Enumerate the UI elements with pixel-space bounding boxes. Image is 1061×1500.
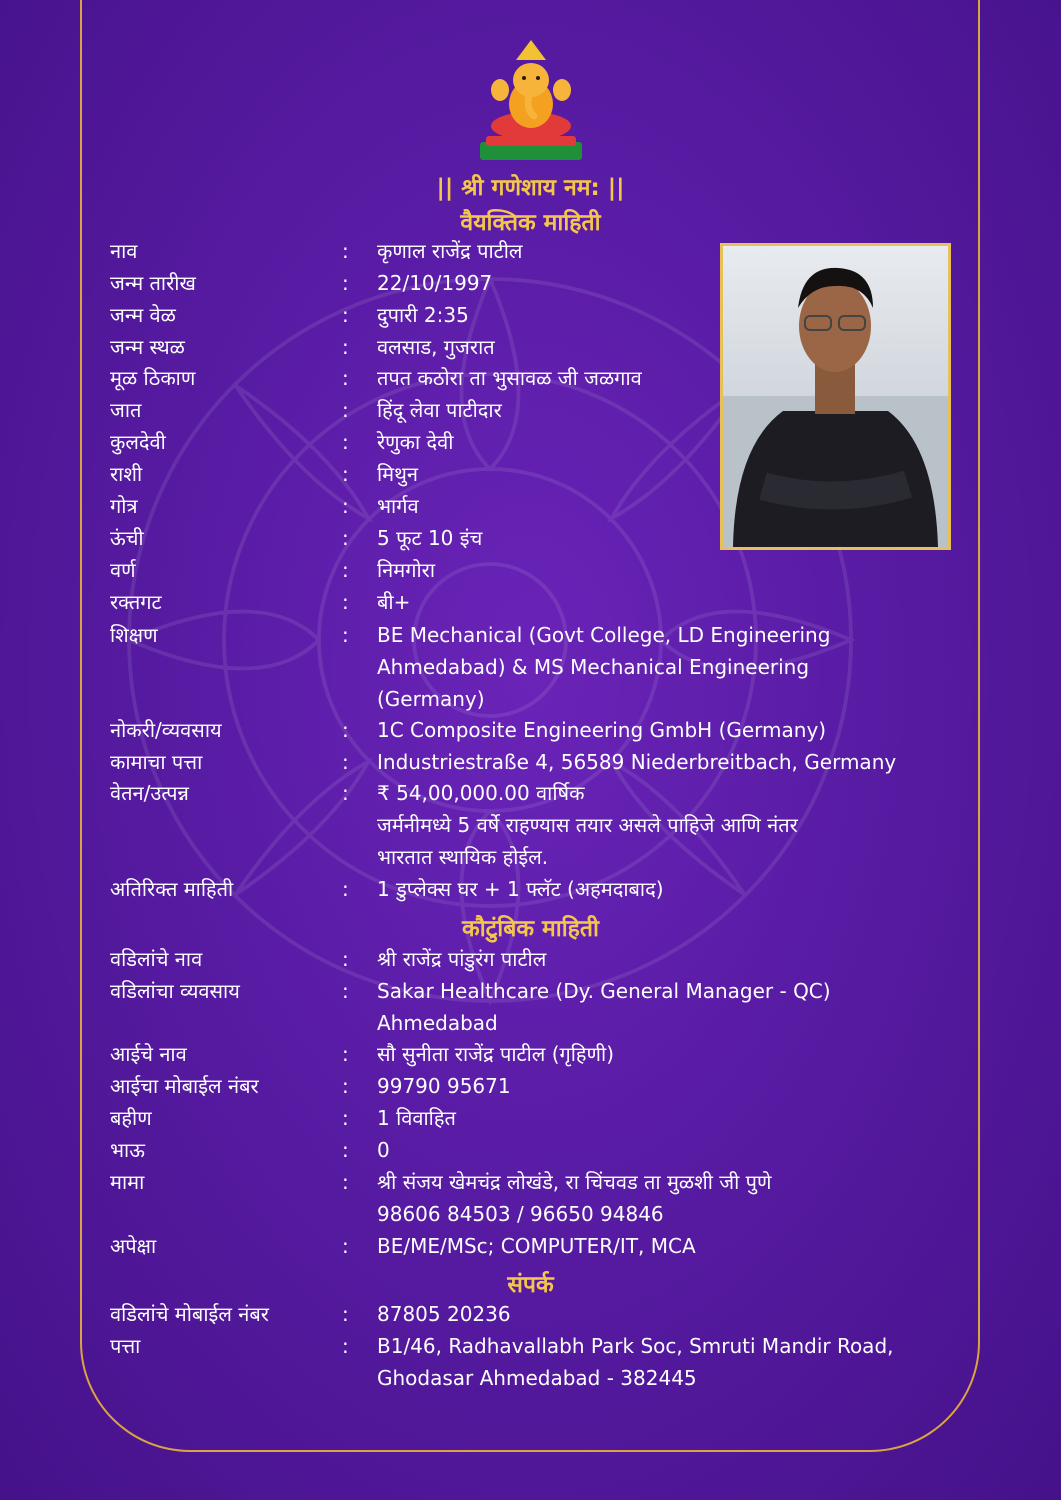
contact-section-title: संपर्क bbox=[507, 1272, 554, 1298]
family-section-title: कौटुंबिक माहिती bbox=[462, 916, 599, 942]
salary-note-line2: भारतात स्थायिक होईल. bbox=[377, 845, 549, 869]
ganesha-icon bbox=[472, 38, 590, 166]
person-photo-icon bbox=[723, 246, 948, 547]
invocation-heading: || श्री गणेशाय नम: || bbox=[436, 175, 625, 201]
salary-note-line1: जर्मनीमध्ये 5 वर्षे राहण्यास तयार असले पाहिजे आणि नंतर bbox=[377, 813, 798, 837]
profile-photo bbox=[720, 243, 951, 550]
label: नाव bbox=[110, 239, 138, 263]
value: कृणाल राजेंद्र पाटील bbox=[377, 239, 523, 263]
personal-section-title: वैयक्तिक माहिती bbox=[460, 210, 601, 236]
biodata-page: || श्री गणेशाय नम: || वैयक्तिक माहिती नाव : कृणाल राजेंद्र पाटील जन्म तारीख : 22/10/1997 जन्म वेळ : दुपारी 2:35 जन्म स्थळ : वलसाड, गुजरात मूळ ठिकाण : तपत कठोरा ता भुसावळ जी जळगाव जात : हिंदू लेवा पाटीदार कुलदेवी : रेणुका देवी राशी : मिथुन गोत्र : भार्गव ऊंची : 5 फूट 10 इंच वर्ण : निमगोरा रक्तगट : बी+ शिक्षण : BE Mechanical (Govt College, LD Engineering Ahmedabad) & MS Mechanical Engineering (Germany) नोकरी/व्यवसाय : 1C Composite Engineering GmbH (Germany) कामाचा पत्ता : Industriestraße 4, 56589 Niederbreitbach, Germany वेतन/उत्पन्न : ₹ 54,00,000.00 वार्षिक जर्मनीमध्ये 5 वर्षे राहण्यास तयार असले पाहिजे आणि नंतर भारतात स्थायिक होईल. अतिरिक्त माहिती : 1 डुप्लेक्स घर + 1 फ्लॅट (अहमदाबाद) कौटुंबिक माहिती वडिलांचे नाव : श्री राजेंद्र पांडुरंग पाटील वडिलांचा व्यवसाय : Sakar Healthcare (Dy. General Manager - QC) Ahmedabad आईचे नाव : सौ सुनीता राजेंद्र पाटील (गृहिणी) आईचा मोबाईल नंबर : 99790 95671 बहीण : 1 विवाहित भाऊ : 0 मामा : श्री संजय खेमचंद्र लोखंडे, रा चिंचवड ता मुळशी जी पुणे 98606 84503 / 96650 94846 अपेक्षा : BE/ME/MSc; COMPUTER/IT, MCA संपर्क वडिलांचे मोबाईल नंबर : 87805 20236 पत्ता : B1/46, Radhavallabh Park Soc, Smruti Mandir Road, Ghodasar Ahmedabad - 382445 bbox=[0, 0, 1061, 1500]
